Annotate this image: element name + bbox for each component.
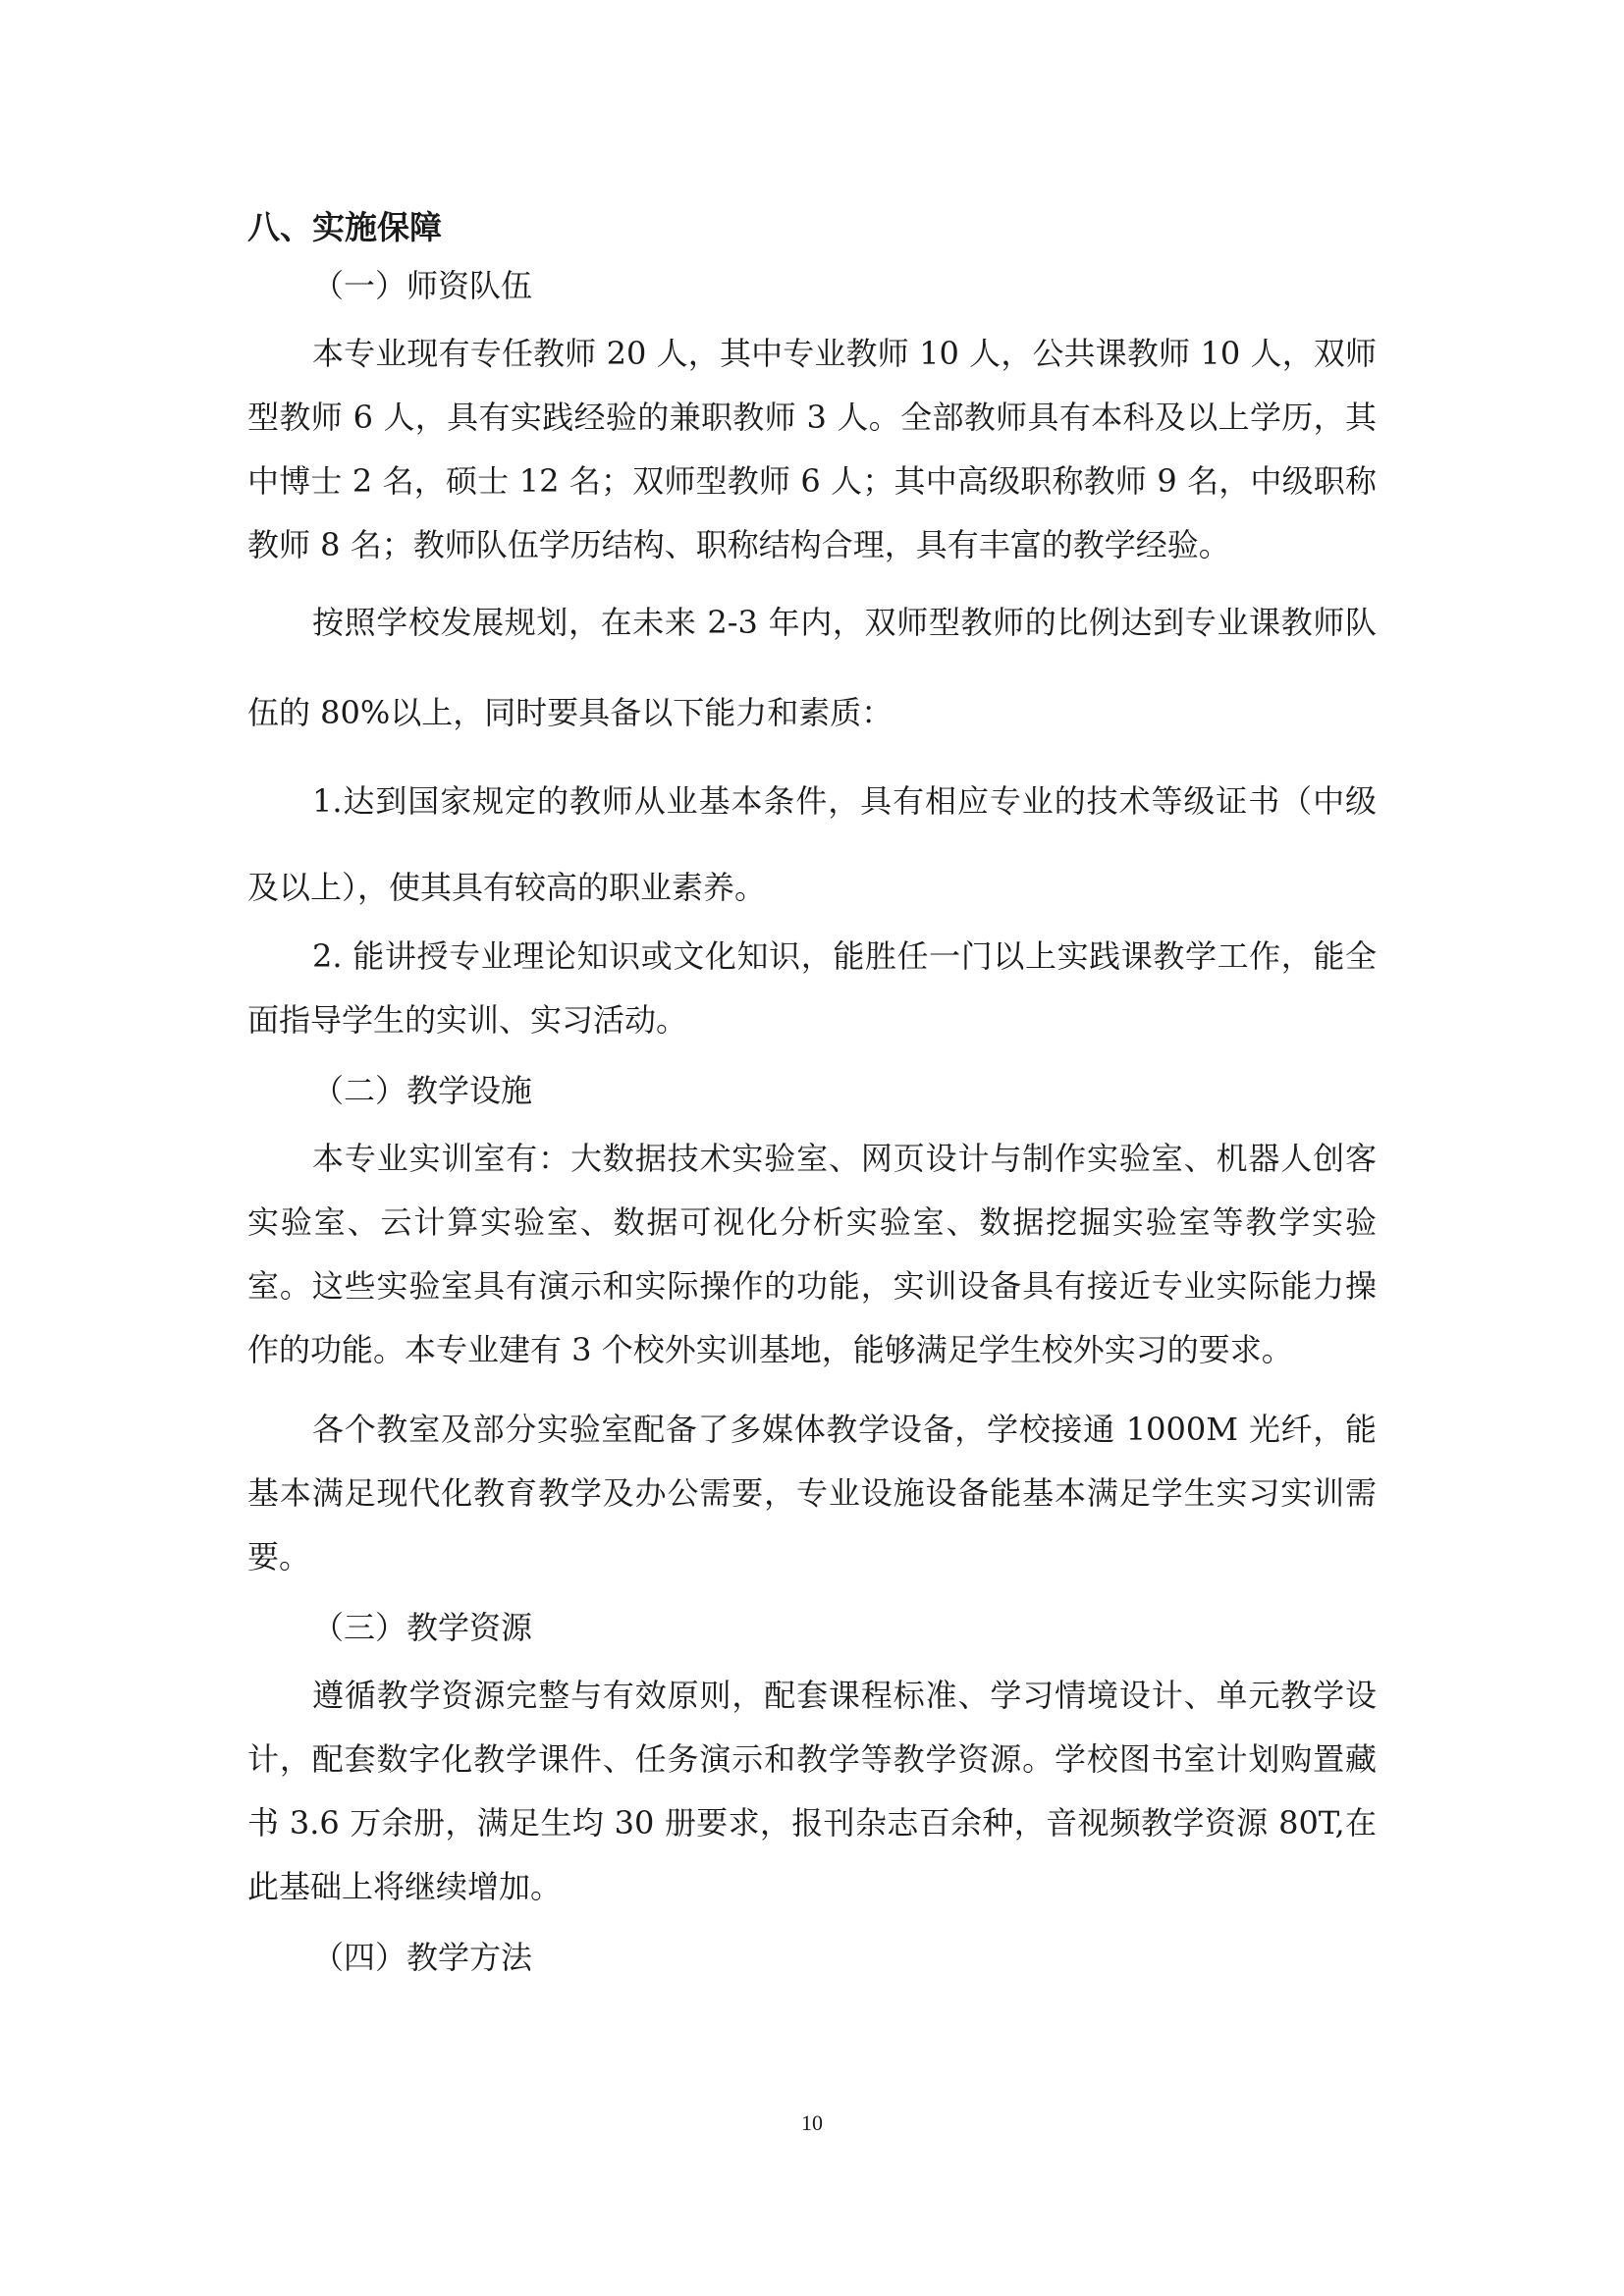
faculty-paragraph-1: 本专业现有专任教师 20 人，其中专业教师 10 人，公共课教师 10 人，双师型教师 6 人，具有实践经验的兼职教师 3 人。全部教师具有本科及以上学历，其中博士 2 名，硕士 12 名；双师型教师 6 人；其中高级职称教师 9 名，中级职称教师 8 名；教师队伍学历结构、职称结构合理，具有丰富的教学经验。 [247, 335, 1377, 563]
facilities-heading: （二）教学设施 [312, 1072, 533, 1109]
section-title: 八、实施保障 [247, 208, 442, 246]
resources-heading: （三）教学资源 [312, 1609, 533, 1646]
faculty-paragraph-2: 按照学校发展规划，在未来 2-3 年内，双师型教师的比例达到专业课教师队伍的 80%以上，同时要具备以下能力和素质： [247, 604, 1377, 731]
facilities-paragraph-2: 各个教室及部分实验室配备了多媒体教学设备，学校接通 1000M 光纤，能基本满足现代化教育教学及办公需要，专业设施设备能基本满足学生实习实训需要。 [247, 1411, 1377, 1575]
facilities-paragraph-1: 本专业实训室有：大数据技术实验室、网页设计与制作实验室、机器人创客实验室、云计算实验室、数据可视化分析实验室、数据挖掘实验室等教学实验室。这些实验室具有演示和实际操作的功能，实训设备具有接近专业实际能力操作的功能。本专业建有 3 个校外实训基地，能够满足学生校外实习的要求。 [247, 1140, 1377, 1368]
faculty-heading: （一）师资队伍 [312, 267, 533, 304]
faculty-item-2: 2. 能讲授专业理论知识或文化知识，能胜任一门以上实践课教学工作，能全面指导学生的实训、实习活动。 [247, 937, 1377, 1039]
page-content [247, 208, 1377, 1978]
resources-paragraph-1: 遵循教学资源完整与有效原则，配套课程标准、学习情境设计、单元教学设计，配套数字化教学课件、任务演示和教学等教学资源。学校图书室计划购置藏书 3.6 万余册，满足生均 30 册要求，报刊杂志百余种，音视频教学资源 80T,在此基础上将继续增加。 [247, 1677, 1377, 1905]
methods-heading: （四）教学方法 [312, 1939, 533, 1976]
page-number: 10 [801, 2110, 823, 2135]
faculty-item-1: 1.达到国家规定的教师从业基本条件，具有相应专业的技术等级证书（中级及以上），使其具有较高的职业素养。 [247, 782, 1377, 906]
